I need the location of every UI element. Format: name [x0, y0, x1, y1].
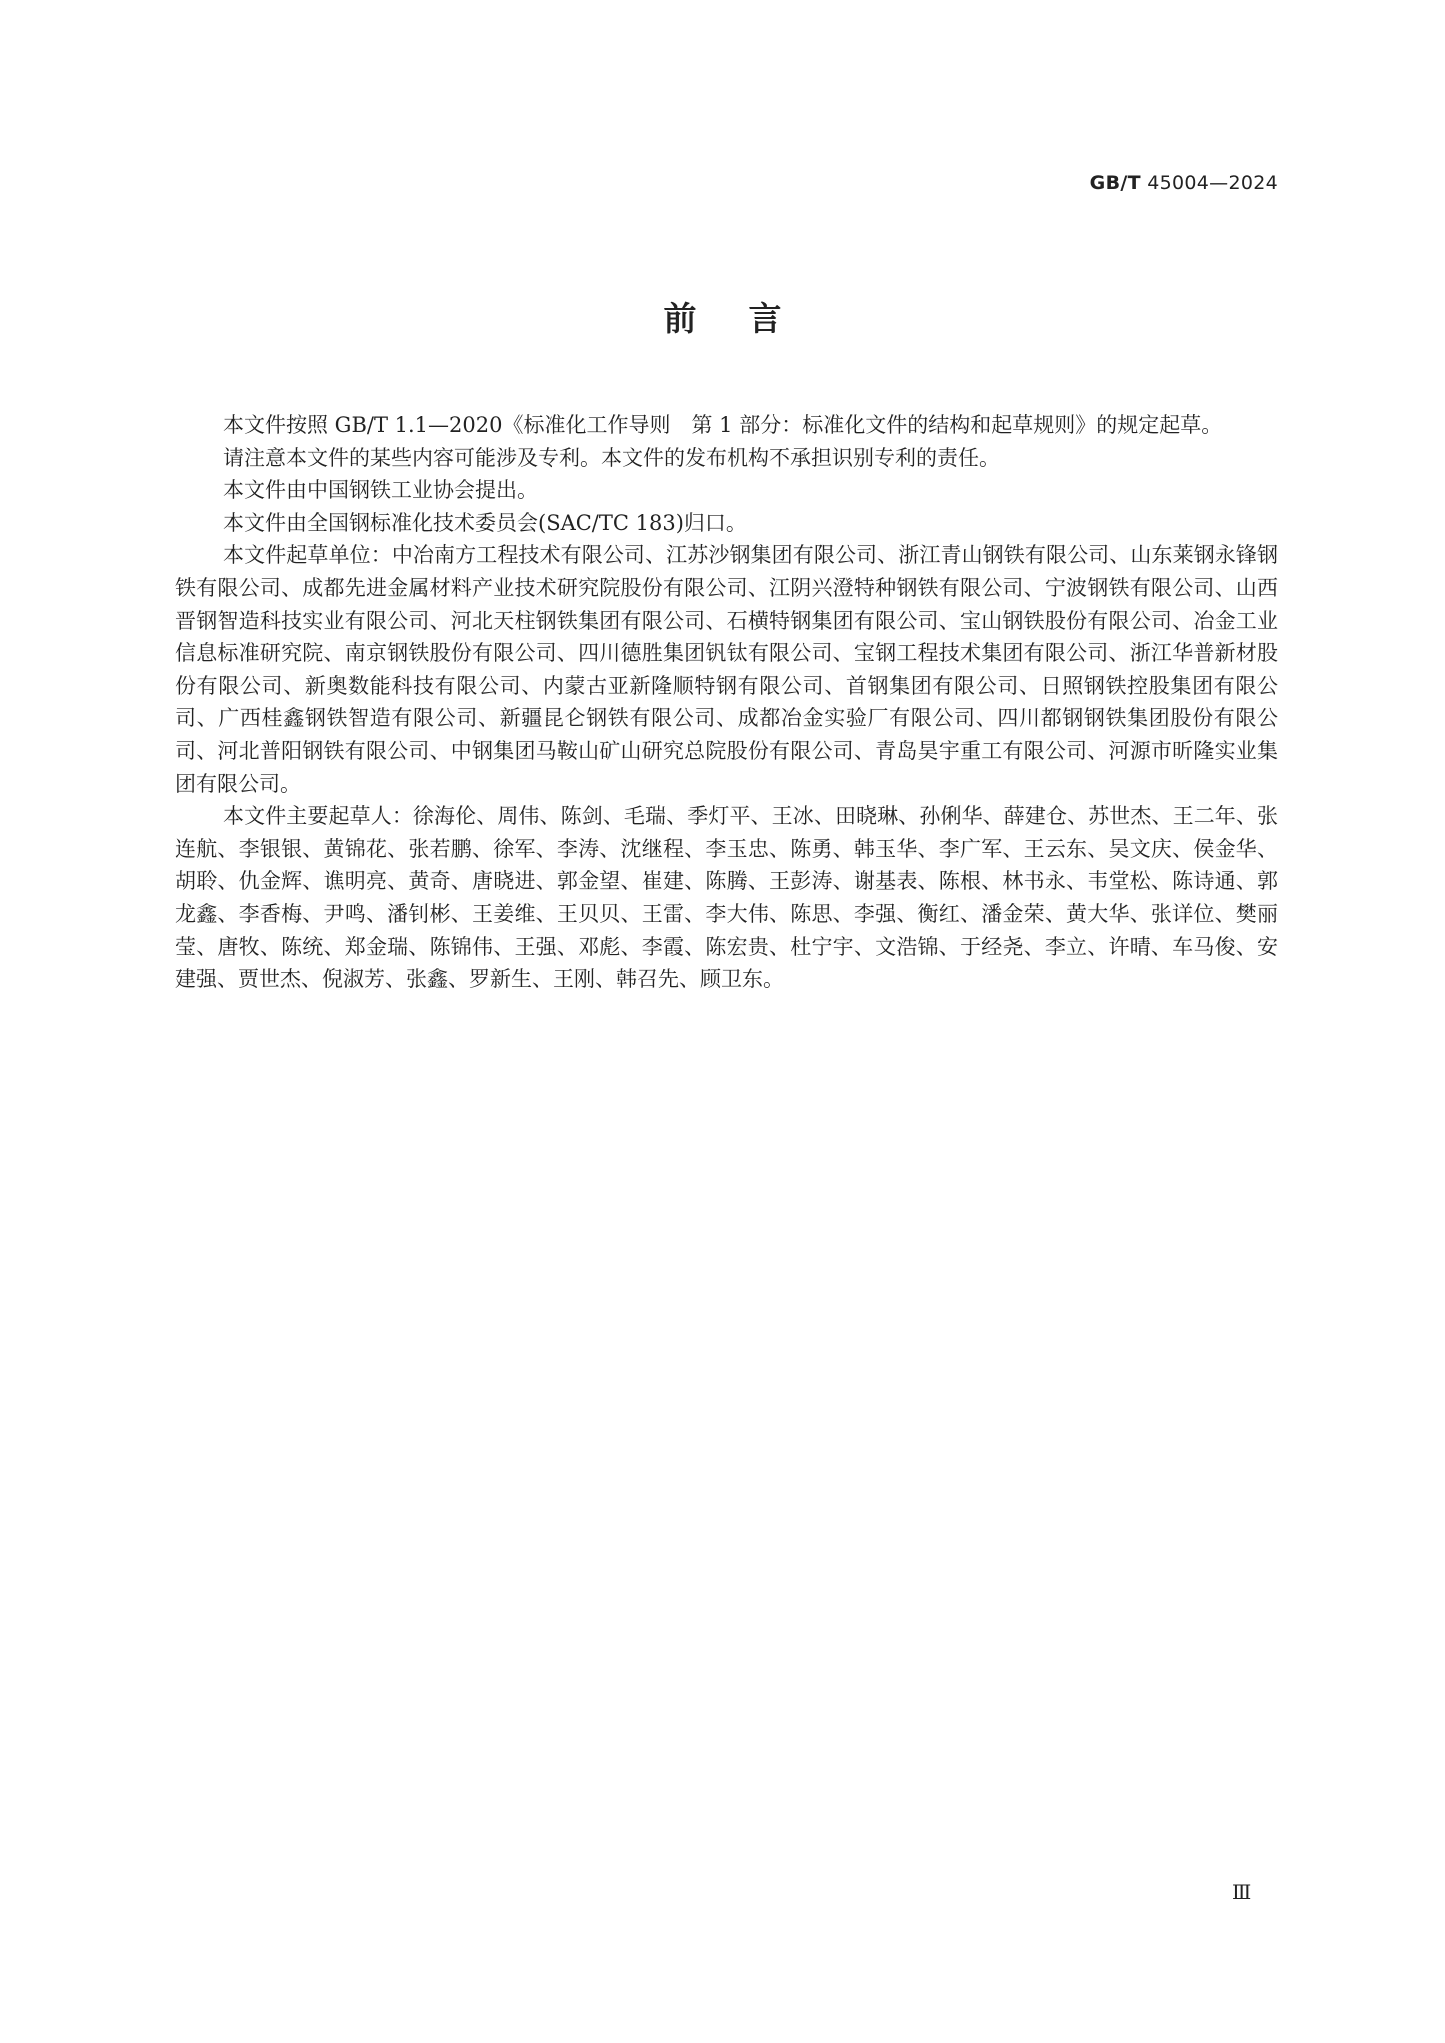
standard-code-prefix: GB/T — [1089, 172, 1141, 194]
standard-code-number: 45004—2024 — [1140, 172, 1278, 194]
paragraph-drafting-organizations: 本文件起草单位：中冶南方工程技术有限公司、江苏沙钢集团有限公司、浙江青山钢铁有限公司、山东莱钢永锋钢铁有限公司、成都先进金属材料产业技术研究院股份有限公司、江阴兴澄特种钢铁有限公司、宁波钢铁有限公司、山西晋钢智造科技实业有限公司、河北天柱钢铁集团有限公司、石横特钢集团有限公司、宝山钢铁股份有限公司、冶金工业信息标准研究院、南京钢铁股份有限公司、四川德胜集团钒钛有限公司、宝钢工程技术集团有限公司、浙江华普新材股份有限公司、新奥数能科技有限公司、内蒙古亚新隆顺特钢有限公司、首钢集团有限公司、日照钢铁控股集团有限公司、广西桂鑫钢铁智造有限公司、新疆昆仑钢铁有限公司、成都冶金实验厂有限公司、四川都钢钢铁集团股份有限公司、河北普阳钢铁有限公司、中钢集团马鞍山矿山研究总院股份有限公司、青岛昊宇重工有限公司、河源市昕隆实业集团有限公司。 — [175, 543, 1278, 796]
paragraph-main-drafters: 本文件主要起草人：徐海伦、周伟、陈剑、毛瑞、季灯平、王冰、田晓琳、孙俐华、薛建仓、苏世杰、王二年、张连航、李银银、黄锦花、张若鹏、徐军、李涛、沈继程、李玉忠、陈勇、韩玉华、李广军、王云东、吴文庆、侯金华、胡聆、仇金辉、谯明亮、黄奇、唐晓进、郭金望、崔建、陈腾、王彭涛、谢基表、陈根、林书永、韦堂松、陈诗通、郭龙鑫、李香梅、尹鸣、潘钊彬、王姜维、王贝贝、王雷、李大伟、陈思、李强、衡红、潘金荣、黄大华、张详位、樊丽莹、唐牧、陈统、郑金瑞、陈锦伟、王强、邓彪、李霞、陈宏贵、杜宁宇、文浩锦、于经尧、李立、许晴、车马俊、安建强、贾世杰、倪淑芳、张鑫、罗新生、王刚、韩召先、顾卫东。 — [175, 804, 1278, 992]
page-number: Ⅲ — [1232, 1880, 1252, 1904]
paragraph-drafting-rules: 本文件按照 GB/T 1.1—2020《标准化工作导则 第 1 部分：标准化文件的结构和起草规则》的规定起草。 — [223, 413, 1223, 437]
paragraph-proposed-by: 本文件由中国钢铁工业协会提出。 — [223, 478, 538, 503]
standard-code — [1090, 172, 1278, 194]
page-title: 前言 — [663, 299, 834, 338]
paragraph-patent-notice: 请注意本文件的某些内容可能涉及专利。本文件的发布机构不承担识别专利的责任。 — [223, 445, 1000, 470]
paragraph-administered-by: 本文件由全国钢标准化技术委员会(SAC/TC 183)归口。 — [223, 510, 747, 535]
document-body — [175, 409, 1278, 996]
